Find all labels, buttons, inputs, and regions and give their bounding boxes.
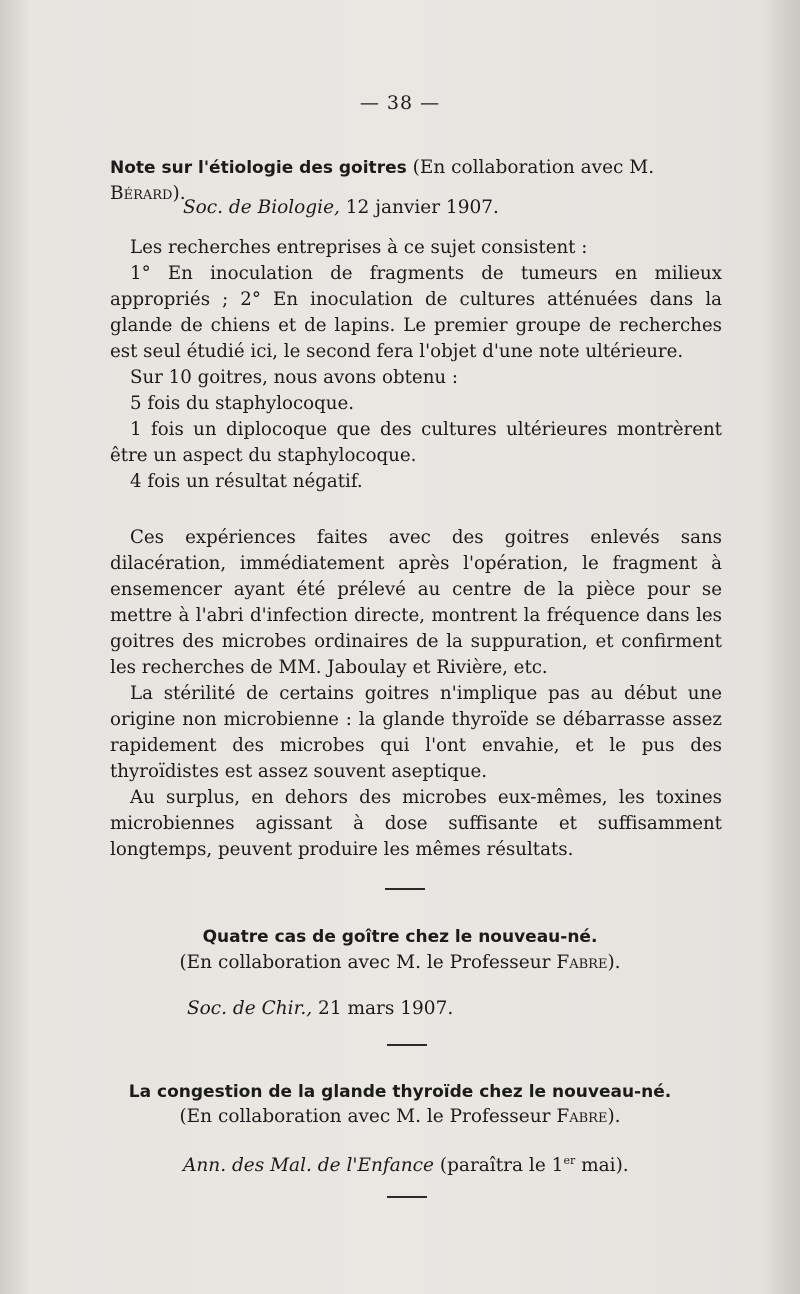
note2-collaborator: Fabre <box>556 952 608 973</box>
note1-para4: 5 fois du staphylocoque. <box>130 393 355 414</box>
divider-rule <box>387 1044 427 1046</box>
note2-reference <box>187 998 453 1019</box>
page-number: — 38 — <box>359 92 441 114</box>
note2-collab-suffix: ). <box>607 952 621 973</box>
divider-rule <box>387 1196 427 1198</box>
note2-collaboration <box>0 952 800 973</box>
note3-collab-prefix: (En collaboration avec M. le Professeur <box>179 1106 557 1127</box>
note1-discussion <box>110 525 722 863</box>
note3-ref-date-prefix: (paraîtra le 1 <box>433 1155 564 1177</box>
note2-ref-date: 21 mars 1907. <box>312 998 454 1019</box>
note1-title-rest: (En collaboration avec M. <box>406 157 655 178</box>
note3-reference <box>183 1154 629 1176</box>
note3-collaborator: Fabre <box>556 1106 608 1127</box>
note1-ref-date: 12 janvier 1907. <box>339 197 499 218</box>
note3-collab-suffix: ). <box>607 1106 621 1127</box>
divider-rule <box>385 888 425 890</box>
note1-title-end: ). <box>172 183 186 204</box>
note1-para9: Au surplus, en dehors des microbes eux-mêmes, les toxines microbiennes agissant à dose suffisante et suffisamment longtemps, peuvent produire les mêmes résultats. <box>110 787 722 860</box>
note1-para5: 1 fois un diplocoque que des cultures ultérieures montrèrent être un aspect du staphylocoque. <box>110 419 722 466</box>
note1-reference <box>183 197 499 218</box>
note2-ref-journal: Soc. de Chir., <box>187 998 313 1019</box>
note1-para7: Ces expériences faites avec des goitres enlevés sans dilacération, immédiatement après l'opération, le fragment à ensemencer ayant été prélevé au centre de la pièce pour se mettre à l'abri d'infection directe, montrent la fréquence dans les goitres des microbes ordinaires de la suppuration, et confirment les recherches de MM. Jaboulay et Rivière, etc. <box>110 527 722 678</box>
note1-para3: Sur 10 goitres, nous avons obtenu : <box>130 367 459 388</box>
note1-title-bold: Note sur l'étiologie des goitres <box>110 158 407 178</box>
note1-para2: 1° En inoculation de fragments de tumeurs en milieux appropriés ; 2° En inoculation de cultures atténuées dans la glande de chiens et de lapins. Le premier groupe de recherches est seul étudié ici, le second fera l'objet d'une note ultérieure. <box>110 263 722 362</box>
note1-ref-journal: Soc. de Biologie, <box>183 197 340 218</box>
note2-collab-prefix: (En collaboration avec M. le Professeur <box>179 952 557 973</box>
note1-collaborator: Bérard <box>110 183 173 204</box>
note3-ref-journal: Ann. des Mal. de l'Enfance <box>183 1155 434 1177</box>
note3-ref-date-suffix: mai). <box>575 1155 629 1177</box>
note3-ref-date-sup: er <box>563 1154 576 1167</box>
note3-collaboration <box>0 1106 800 1127</box>
note1-para1: Les recherches entreprises à ce sujet consistent : <box>130 237 588 258</box>
note1-para8: La stérilité de certains goitres n'implique pas au début une origine non microbienne : la glande thyroïde se débarrasse assez rapidement des microbes qui l'ont envahie, et le pus des thyroïdistes est assez souvent aseptique. <box>110 683 722 782</box>
note2-title: Quatre cas de goître chez le nouveau-né. <box>202 927 598 947</box>
note3-title: La congestion de la glande thyroïde chez le nouveau-né. <box>128 1082 672 1102</box>
note1-body <box>110 235 722 495</box>
note1-para6: 4 fois un résultat négatif. <box>130 471 363 492</box>
